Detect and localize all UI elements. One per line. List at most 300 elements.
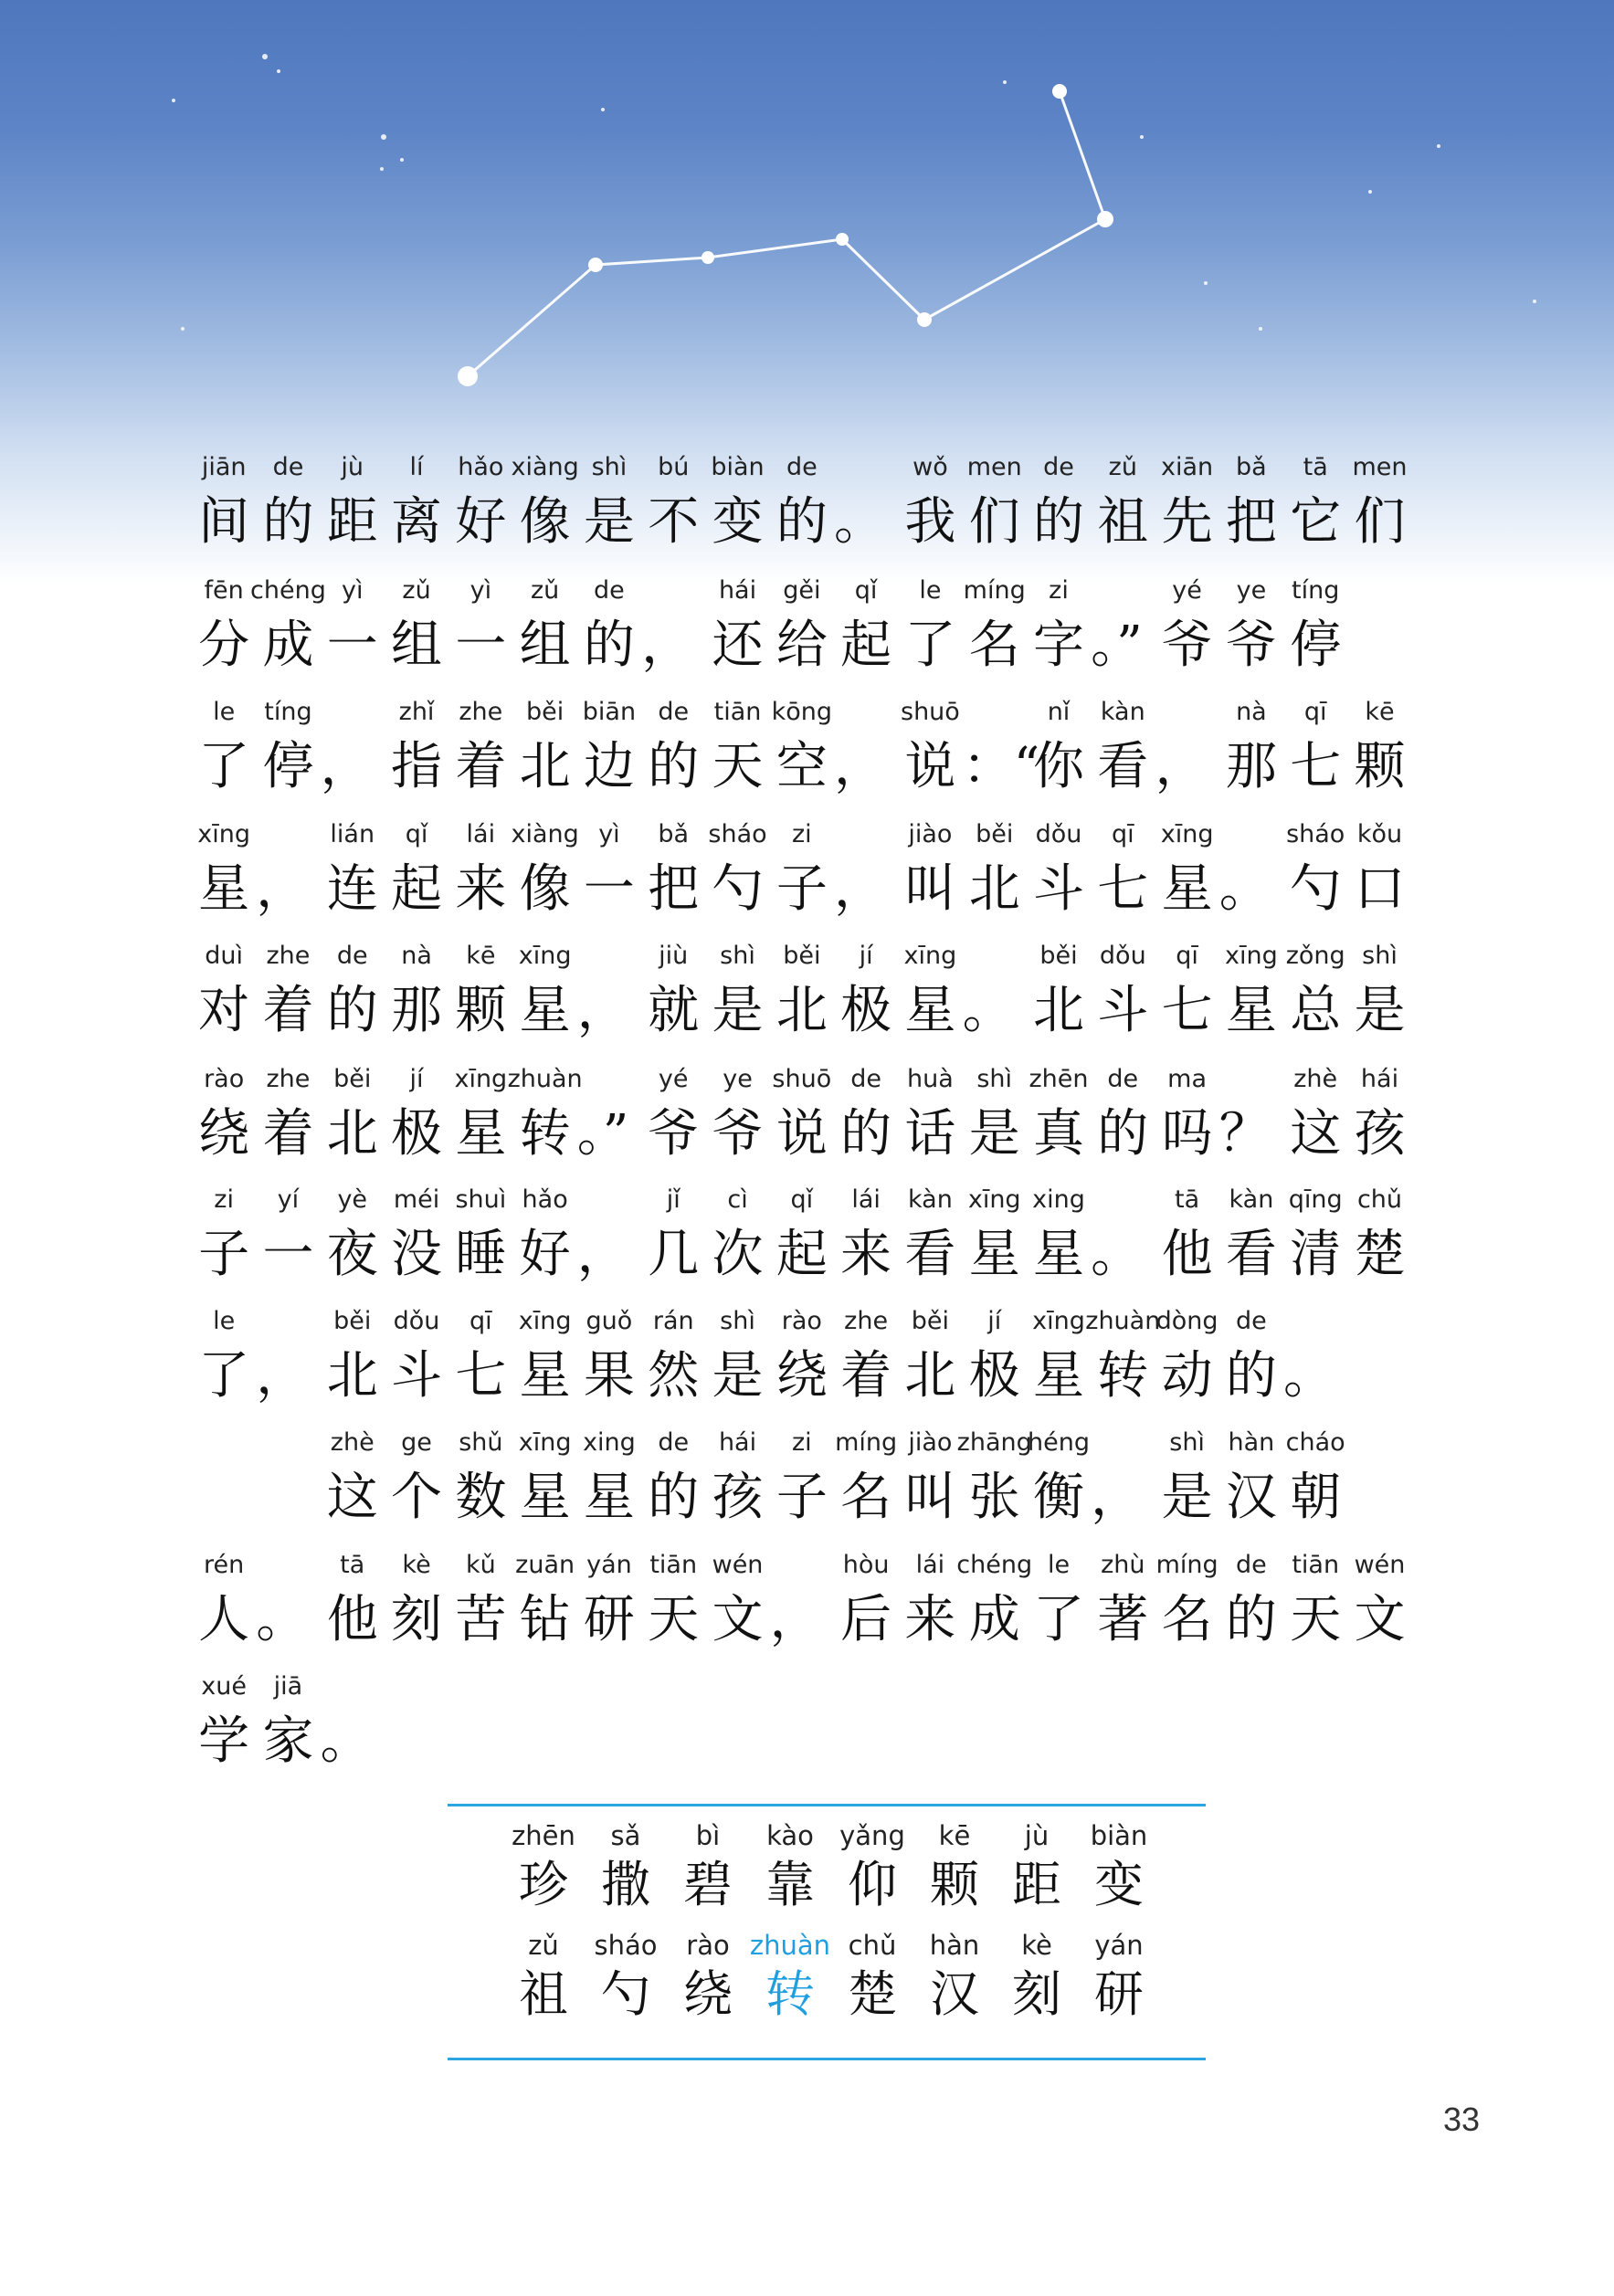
- hanzi: ，: [833, 737, 885, 796]
- hanzi: 文: [1354, 1590, 1406, 1649]
- vocab-char: [749, 1816, 831, 1922]
- pinyin: xiàng: [511, 820, 579, 848]
- char-cell: [1347, 1180, 1411, 1301]
- vocab-char: [913, 1925, 996, 2031]
- pinyin: lián: [330, 820, 375, 848]
- hanzi: 。: [833, 492, 885, 552]
- hanzi: 着: [455, 737, 507, 796]
- hanzi: 对: [198, 981, 250, 1040]
- char-cell: [1347, 1545, 1411, 1666]
- pinyin: wén: [1354, 1551, 1406, 1579]
- hanzi: 孩: [1354, 1104, 1406, 1164]
- pinyin: zi: [791, 1428, 812, 1457]
- pinyin: qī: [1111, 820, 1134, 848]
- hanzi: 文: [712, 1590, 764, 1649]
- hanzi: 总: [1290, 981, 1342, 1040]
- pinyin: le: [1047, 1551, 1071, 1579]
- pinyin: ma: [1167, 1065, 1208, 1093]
- pinyin: de: [658, 1428, 690, 1457]
- hanzi: 星: [455, 1104, 507, 1164]
- hanzi: 子: [198, 1225, 250, 1284]
- vocab-char: [585, 1925, 667, 2031]
- pinyin: yì: [598, 820, 620, 848]
- hanzi: 一: [326, 616, 378, 675]
- pinyin: hái: [718, 576, 757, 605]
- pinyin: tā: [1303, 453, 1328, 481]
- hanzi: 转: [1097, 1346, 1149, 1406]
- hanzi: 成: [968, 1590, 1020, 1649]
- char-cell: [1347, 815, 1411, 935]
- hanzi: 是: [968, 1104, 1020, 1164]
- hanzi: 他: [326, 1590, 378, 1649]
- hanzi: 好: [455, 492, 507, 552]
- pinyin: zi: [791, 820, 812, 848]
- text-line: [192, 571, 1471, 691]
- pinyin: kàn: [908, 1185, 953, 1214]
- vocab-char: [502, 1925, 585, 2031]
- hanzi: 的: [262, 492, 314, 552]
- hanzi: 话: [904, 1104, 956, 1164]
- hanzi: 北: [775, 981, 828, 1040]
- text-line: [192, 1423, 1471, 1543]
- hanzi: 们: [1354, 492, 1406, 552]
- pinyin: yì: [469, 576, 492, 605]
- pinyin: zhe: [266, 1065, 311, 1093]
- hanzi: 他: [1161, 1225, 1213, 1284]
- hanzi: 给: [775, 616, 828, 675]
- vocab-pinyin: bì: [695, 1820, 721, 1851]
- hanzi: 钻: [519, 1590, 571, 1649]
- hanzi: 极: [391, 1104, 443, 1164]
- hanzi: 星: [519, 1346, 571, 1406]
- hanzi: 苦: [455, 1590, 507, 1649]
- hanzi: 距: [326, 492, 378, 552]
- pinyin: bǎ: [658, 820, 690, 848]
- hanzi: 起: [840, 616, 892, 675]
- hanzi: 我: [904, 492, 956, 552]
- pinyin: ge: [401, 1428, 432, 1457]
- hanzi: 先: [1161, 492, 1213, 552]
- hanzi: 把: [1225, 492, 1277, 552]
- pinyin: kǒu: [1356, 820, 1403, 848]
- new-characters-box: [448, 1804, 1206, 2060]
- hanzi: ，: [833, 859, 885, 919]
- hanzi: 北: [1033, 981, 1084, 1040]
- hanzi: 的: [1033, 492, 1084, 552]
- hanzi: ，: [769, 1590, 821, 1649]
- hanzi: 星: [1225, 981, 1277, 1040]
- hanzi: 了: [198, 1346, 250, 1406]
- pinyin: rào: [781, 1307, 822, 1335]
- pinyin: dǒu: [1035, 820, 1082, 848]
- pinyin: biān: [582, 698, 637, 726]
- vocab-pinyin: biàn: [1090, 1820, 1148, 1851]
- vocab-pinyin: jù: [1024, 1820, 1050, 1851]
- pinyin: běi: [333, 1065, 372, 1093]
- pinyin: chéng: [956, 1551, 1033, 1579]
- hanzi: ，: [576, 1225, 628, 1284]
- pinyin: yán: [586, 1551, 632, 1579]
- hanzi: 子: [775, 1468, 828, 1527]
- pinyin: běi: [783, 942, 821, 970]
- hanzi: 孩: [712, 1468, 764, 1527]
- hanzi: 字: [1033, 616, 1084, 675]
- pinyin: gěi: [783, 576, 821, 605]
- hanzi: 七: [1097, 859, 1149, 919]
- text-line: [192, 1301, 1471, 1422]
- pinyin: kē: [466, 942, 496, 970]
- hanzi: 极: [840, 981, 892, 1040]
- pinyin: zhuàn: [507, 1065, 583, 1093]
- hanzi: 学: [198, 1711, 250, 1771]
- pinyin: rén: [204, 1551, 245, 1579]
- vocab-pinyin: yán: [1094, 1930, 1144, 1961]
- hanzi: 连: [326, 859, 378, 919]
- hanzi: 你: [1033, 737, 1084, 796]
- hanzi: 一: [262, 1225, 314, 1284]
- hanzi: 的: [1097, 1104, 1149, 1164]
- hanzi: 像: [519, 859, 571, 919]
- hanzi: 了: [1033, 1590, 1084, 1649]
- hanzi: 的: [1225, 1346, 1277, 1406]
- vocab-hanzi: 颗: [930, 1856, 979, 1913]
- hanzi: 星: [1033, 1346, 1084, 1406]
- hanzi: ，: [1155, 737, 1207, 796]
- hanzi: 。”: [576, 1104, 629, 1164]
- hanzi: 名: [1161, 1590, 1213, 1649]
- hanzi: ，: [641, 616, 693, 675]
- pinyin: kàn: [1100, 698, 1145, 726]
- pinyin: ye: [723, 1065, 753, 1093]
- pinyin: sháo: [708, 820, 767, 848]
- hanzi: 是: [583, 492, 635, 552]
- hanzi: 天: [712, 737, 764, 796]
- hanzi: 北: [326, 1346, 378, 1406]
- hanzi: 它: [1290, 492, 1342, 552]
- hanzi: 爷: [1225, 616, 1277, 675]
- hanzi: 一: [583, 859, 635, 919]
- hanzi: 说: [904, 737, 956, 796]
- vocab-pinyin: zhuàn: [749, 1930, 831, 1961]
- hanzi: 起: [775, 1225, 828, 1284]
- hanzi: 的: [775, 492, 828, 552]
- pinyin: shì: [1169, 1428, 1205, 1457]
- hanzi: 七: [1161, 981, 1213, 1040]
- vocab-char: [1078, 1925, 1160, 2031]
- hanzi: 是: [1354, 981, 1406, 1040]
- vocab-char: [913, 1816, 996, 1922]
- vocab-char: [749, 1925, 831, 2031]
- hanzi: 叫: [904, 859, 956, 919]
- pinyin: xing: [583, 1428, 636, 1457]
- pinyin: zuān: [515, 1551, 575, 1579]
- char-cell: [1283, 571, 1347, 691]
- text-line: [192, 1667, 1471, 1787]
- hanzi: 的: [1225, 1590, 1277, 1649]
- vocab-hanzi: 祖: [519, 1965, 568, 2023]
- hanzi: 。: [1283, 1346, 1335, 1406]
- hanzi: ，: [256, 1346, 308, 1406]
- hanzi: 变: [712, 492, 764, 552]
- pinyin: biàn: [711, 453, 765, 481]
- pinyin: běi: [526, 698, 564, 726]
- pinyin: kē: [1365, 698, 1395, 726]
- pinyin: xué: [201, 1672, 247, 1701]
- vocab-pinyin: zhēn: [512, 1820, 575, 1851]
- pinyin: chéng: [250, 576, 326, 605]
- hanzi: 星: [519, 981, 571, 1040]
- pinyin: yé: [658, 1065, 689, 1093]
- hanzi: 夜: [326, 1225, 378, 1284]
- hanzi: 们: [968, 492, 1020, 552]
- pinyin: dòng: [1155, 1307, 1218, 1335]
- vocab-char: [996, 1816, 1078, 1922]
- hanzi: 那: [1225, 737, 1277, 796]
- pinyin: qǐ: [854, 576, 878, 605]
- pinyin: jiā: [273, 1672, 303, 1701]
- pinyin: héng: [1028, 1428, 1090, 1457]
- pinyin: xiān: [1161, 453, 1214, 481]
- hanzi: 星: [904, 981, 956, 1040]
- hanzi: 这: [1290, 1104, 1342, 1164]
- text-line: [192, 1059, 1471, 1180]
- hanzi: 极: [968, 1346, 1020, 1406]
- pinyin: zhè: [330, 1428, 374, 1457]
- hanzi: 数: [455, 1468, 507, 1527]
- hanzi: 然: [648, 1346, 700, 1406]
- hanzi: [256, 1463, 320, 1532]
- hanzi: 一: [455, 616, 507, 675]
- pinyin: xīng: [903, 942, 957, 970]
- pinyin: qǐ: [405, 820, 428, 848]
- hanzi: 几: [648, 1225, 700, 1284]
- pinyin: xīng: [1225, 942, 1278, 970]
- hanzi: 叫: [904, 1468, 956, 1527]
- pinyin: kǔ: [465, 1551, 496, 1579]
- pinyin: de: [786, 453, 818, 481]
- hanzi: 的: [326, 981, 378, 1040]
- hanzi: 星: [968, 1225, 1020, 1284]
- hanzi: 离: [391, 492, 443, 552]
- hanzi: 那: [391, 981, 443, 1040]
- pinyin: xīng: [1160, 820, 1214, 848]
- pinyin: zi: [1049, 576, 1069, 605]
- vocab-hanzi: 距: [1012, 1856, 1061, 1913]
- pinyin: tiān: [713, 698, 762, 726]
- hanzi: 星: [583, 1468, 635, 1527]
- hanzi: 斗: [1097, 981, 1149, 1040]
- hanzi: 组: [519, 616, 571, 675]
- pinyin: xīng: [518, 942, 572, 970]
- vocab-char: [667, 1925, 749, 2031]
- pinyin: qī: [469, 1307, 492, 1335]
- pinyin: [308, 1667, 397, 1707]
- pinyin: de: [850, 1065, 881, 1093]
- pinyin: xīng: [967, 1185, 1021, 1214]
- hanzi: 的: [648, 1468, 700, 1527]
- hanzi: 北: [326, 1104, 378, 1164]
- hanzi: 不: [648, 492, 700, 552]
- pinyin: guǒ: [585, 1307, 633, 1335]
- hanzi: ？: [1218, 1104, 1271, 1164]
- hanzi: 间: [198, 492, 250, 552]
- hanzi: 。: [1218, 859, 1271, 919]
- pinyin: qīng: [1288, 1185, 1343, 1214]
- hanzi: 著: [1097, 1590, 1149, 1649]
- pinyin: le: [213, 1307, 236, 1335]
- pinyin: jù: [341, 453, 364, 481]
- pinyin: hàn: [1228, 1428, 1275, 1457]
- hanzi: 。: [320, 1711, 372, 1771]
- vocab-pinyin: sháo: [594, 1930, 658, 1961]
- hanzi: 口: [1354, 859, 1406, 919]
- hanzi: 北: [904, 1346, 956, 1406]
- hanzi: 睡: [455, 1225, 507, 1284]
- vocab-char: [585, 1816, 667, 1922]
- hanzi: 。: [1091, 1225, 1143, 1284]
- vocab-hanzi: 汉: [930, 1965, 979, 2023]
- vocab-char: [831, 1816, 913, 1922]
- hanzi: 看: [1225, 1225, 1277, 1284]
- pinyin: de: [1236, 1551, 1267, 1579]
- hanzi: 停: [262, 737, 314, 796]
- hanzi: 衡: [1033, 1468, 1084, 1527]
- hanzi: 星: [1033, 1225, 1084, 1284]
- pinyin: hái: [1360, 1065, 1399, 1093]
- hanzi: 起: [391, 859, 443, 919]
- page-number: 33: [1442, 2101, 1480, 2138]
- vocab-hanzi: 变: [1094, 1856, 1144, 1913]
- pinyin: běi: [1039, 942, 1078, 970]
- pinyin: kàn: [1229, 1185, 1274, 1214]
- pinyin: zhe: [266, 942, 311, 970]
- pinyin: běi: [976, 820, 1014, 848]
- hanzi: [192, 1463, 256, 1532]
- hanzi: 颗: [455, 981, 507, 1040]
- vocab-hanzi: 刻: [1012, 1965, 1061, 2023]
- hanzi: 子: [775, 859, 828, 919]
- pinyin: zhāng: [956, 1428, 1032, 1457]
- pinyin: zhù: [1101, 1551, 1145, 1579]
- pinyin: de: [658, 698, 690, 726]
- text-line: [192, 1545, 1471, 1666]
- pinyin: xīng: [454, 1065, 508, 1093]
- hanzi: 这: [326, 1468, 378, 1527]
- hanzi: 勺: [1290, 859, 1342, 919]
- text-line: [192, 448, 1471, 568]
- char-cell: [1283, 1423, 1347, 1543]
- char-cell: [1347, 692, 1411, 813]
- hanzi: 清: [1290, 1225, 1342, 1284]
- vocab-hanzi: 转: [765, 1965, 815, 2023]
- hanzi: ，: [256, 859, 308, 919]
- pinyin: dǒu: [393, 1307, 440, 1335]
- pinyin: nǐ: [1047, 698, 1071, 726]
- pinyin: de: [1236, 1307, 1267, 1335]
- pinyin: běi: [911, 1307, 950, 1335]
- pinyin: shuō: [901, 698, 960, 726]
- vocab-row-1: [502, 1816, 1160, 1922]
- pinyin: fēn: [204, 576, 244, 605]
- hanzi: 看: [904, 1225, 956, 1284]
- vocab-hanzi: 碧: [683, 1856, 733, 1913]
- hanzi: 爷: [648, 1104, 700, 1164]
- pinyin: duì: [205, 942, 244, 970]
- text-line: [192, 936, 1471, 1057]
- hanzi: 了: [904, 616, 956, 675]
- hanzi: 来: [455, 859, 507, 919]
- hanzi: 爷: [712, 1104, 764, 1164]
- pinyin: zǔ: [402, 576, 431, 605]
- pinyin: zhuàn: [1085, 1307, 1161, 1335]
- vocab-hanzi: 靠: [765, 1856, 815, 1913]
- hanzi: 星: [1161, 859, 1213, 919]
- pinyin: rán: [652, 1307, 694, 1335]
- vocab-hanzi: 勺: [601, 1965, 650, 2023]
- pinyin: jí: [859, 942, 873, 970]
- pinyin: hòu: [842, 1551, 890, 1579]
- hanzi: ，: [1091, 1468, 1143, 1527]
- hanzi: 着: [262, 981, 314, 1040]
- hanzi: 空: [775, 737, 828, 796]
- pinyin: míng: [835, 1428, 898, 1457]
- pinyin: zhǐ: [398, 698, 435, 726]
- pinyin: qī: [1303, 698, 1327, 726]
- hanzi: 祖: [1097, 492, 1149, 552]
- hanzi: 边: [583, 737, 635, 796]
- hanzi: 张: [968, 1468, 1020, 1527]
- pinyin: bú: [658, 453, 690, 481]
- hanzi: 说: [775, 1104, 828, 1164]
- vocab-pinyin: yǎng: [839, 1820, 905, 1851]
- hanzi: 的: [840, 1104, 892, 1164]
- pinyin: yè: [337, 1185, 368, 1214]
- hanzi: 斗: [391, 1346, 443, 1406]
- hanzi: 天: [1290, 1590, 1342, 1649]
- hanzi: 吗: [1161, 1104, 1213, 1164]
- hanzi: 的: [583, 616, 635, 675]
- hanzi: 斗: [1033, 859, 1084, 919]
- vocab-char: [831, 1925, 913, 2031]
- hanzi: 是: [712, 1346, 764, 1406]
- pinyin: xīng: [197, 820, 251, 848]
- hanzi: 星: [519, 1468, 571, 1527]
- hanzi: 。”: [1091, 616, 1143, 675]
- vocab-row-2: [502, 1925, 1160, 2031]
- pinyin: wén: [712, 1551, 764, 1579]
- vocab-hanzi: 撒: [601, 1856, 650, 1913]
- pinyin: zhe: [459, 698, 503, 726]
- pinyin: sháo: [1286, 820, 1345, 848]
- hanzi: 看: [1097, 737, 1149, 796]
- hanzi: 北: [519, 737, 571, 796]
- char-cell: [1347, 936, 1411, 1057]
- pinyin: míng: [1155, 1551, 1218, 1579]
- text-line: [192, 692, 1471, 813]
- hanzi: 是: [1161, 1468, 1213, 1527]
- hanzi: ，: [320, 737, 372, 796]
- pinyin: tā: [1175, 1185, 1200, 1214]
- pinyin: lái: [851, 1185, 881, 1214]
- pinyin: jiào: [908, 820, 953, 848]
- hanzi: 后: [840, 1590, 892, 1649]
- pinyin: zi: [214, 1185, 234, 1214]
- pinyin: hǎo: [458, 453, 504, 481]
- pinyin: hǎo: [522, 1185, 568, 1214]
- pinyin: shì: [720, 942, 755, 970]
- hanzi: 七: [455, 1346, 507, 1406]
- pinyin: [1271, 1301, 1360, 1342]
